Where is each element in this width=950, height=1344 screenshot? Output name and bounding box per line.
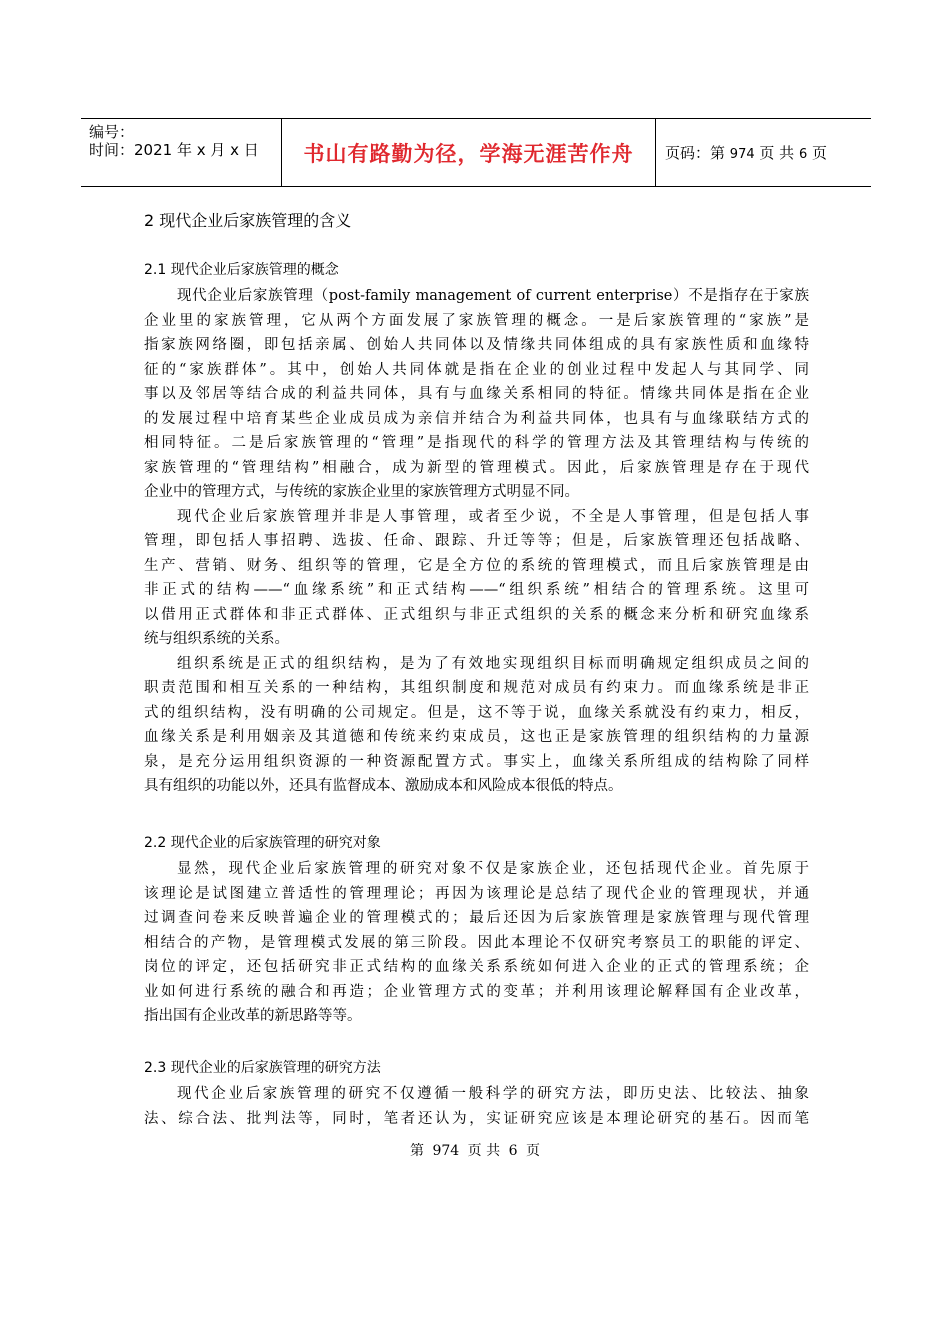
text-line: 以借用正式群体和非正式群体、正式组织与非正式组织的关系的概念来分析和研究血缘系	[144, 606, 809, 623]
text-line: 指出国有企业改革的新思路等等。	[144, 1008, 362, 1024]
text-line: 显然，现代企业后家族管理的研究对象不仅是家族企业，还包括现代企业。首先原于	[177, 861, 809, 877]
text-line: 式的组织结构，没有明确的公司规定。但是，这不等于说，血缘关系就没有约束力，相反，	[144, 704, 809, 721]
text-line: 征的“家族群体”。其中，创始人共同体就是指在企业的创业过程中发起人与其同学、同	[144, 361, 809, 378]
text-line: 统与组织系统的关系。	[144, 631, 289, 647]
document-number-label: 编号：	[89, 123, 135, 141]
text-line: 的发展过程中培育某些企业成员成为亲信并结合为利益共同体，也具有与血缘联结方式的	[144, 410, 809, 427]
text-line: 事以及邻居等结合成的利益共同体，具有与血缘关系相同的特征。情缘共同体是指在企业	[144, 386, 809, 402]
text-line: 现代企业后家族管理并非是人事管理，或者至少说，不全是人事管理，但是包括人事	[177, 508, 809, 525]
section-title: 2 现代企业后家族管理的含义	[144, 211, 352, 230]
page-code-prefix: 页码：第	[665, 144, 726, 162]
text-line: 业如何进行系统的融合和再造；企业管理方式的变革；并利用该理论解释国有企业改革，	[144, 983, 809, 1000]
text-line: 企业里的家族管理，它从两个方面发展了家族管理的概念。一是后家族管理的“家族”是	[144, 312, 809, 329]
text-line: 现代企业后家族管理的研究不仅遵循一般科学的研究方法，即历史法、比较法、抽象	[177, 1086, 809, 1102]
text-line: 相同特征。二是后家族管理的“管理”是指现代的科学的管理方法及其管理结构与传统的	[144, 435, 809, 451]
text-line: 生产、营销、财务、组织等的管理，它是全方位的系统的管理模式，而且后家族管理是由	[144, 557, 809, 574]
subsection-2-3	[144, 1058, 809, 1131]
text-line: 法、综合法、批判法等，同时，笔者还认为，实证研究应该是本理论研究的基石。因而笔	[144, 1110, 809, 1127]
footer-page-number: 974	[432, 1143, 460, 1159]
page-footer	[0, 1140, 950, 1160]
footer-mid: 页 共	[467, 1143, 501, 1159]
paragraph	[144, 857, 809, 1029]
subsection-2-1	[144, 260, 809, 799]
page-header	[81, 118, 871, 187]
header-page-code	[665, 142, 827, 163]
text-line: 过调查问卷来反映普遍企业的管理模式的；最后还因为后家族管理是家族管理与现代管理	[144, 910, 809, 926]
text-line: 该理论是试图建立普适性的管理理论；再因为该理论是总结了现代企业的管理现状，并通	[144, 885, 809, 902]
text-line: 非正式的结构——“血缘系统”和正式结构——“组织系统”相结合的管理系统。这里可	[144, 582, 809, 598]
text-line: 具有组织的功能以外，还具有监督成本、激励成本和风险成本很低的特点。	[144, 778, 623, 794]
page-code-number: 974	[729, 147, 755, 162]
text-line: 现代企业后家族管理（post-family management of current enterprise）不是指存在于家族	[177, 288, 809, 304]
text-line: 血缘关系是利用姻亲及其道德和传统来约束成员，这也正是家族管理的组织结构的力量源	[144, 729, 809, 745]
header-motto-cell	[281, 119, 656, 186]
page-code-suffix: 页	[812, 144, 828, 162]
header-motto: 书山有路勤为径，学海无涯苦作舟	[303, 141, 634, 166]
text-line: 家族管理的“管理结构”相融合，成为新型的管理模式。因此，后家族管理是存在于现代	[144, 459, 809, 476]
document-time-label: 时间：2021 年 x 月 x 日	[89, 141, 259, 159]
text-line: 泉，是充分运用组织资源的一种资源配置方式。事实上，血缘关系所组成的结构除了同样	[144, 753, 809, 770]
header-meta-cell	[81, 119, 281, 186]
text-line: 指家族网络圈，即包括亲属、创始人共同体以及情缘共同体组成的具有家族性质和血缘特	[144, 337, 809, 353]
subsection-title: 2.3 现代企业的后家族管理的研究方法	[144, 1060, 381, 1076]
footer-suffix: 页	[525, 1143, 540, 1159]
text-line: 组织系统是正式的组织结构，是为了有效地实现组织目标而明确规定组织成员之间的	[177, 655, 809, 672]
subsection-title: 2.2 现代企业的后家族管理的研究对象	[144, 835, 381, 851]
text-line: 职责范围和相互关系的一种结构，其组织制度和规范对成员有约束力。而血缘系统是非正	[144, 680, 809, 696]
text-line: 管理，即包括人事招聘、选拔、任命、跟踪、升迁等等；但是，后家族管理还包括战略、	[144, 533, 809, 549]
subsection-title: 2.1 现代企业后家族管理的概念	[144, 262, 339, 278]
paragraph	[144, 284, 809, 505]
page-code-total: 6	[798, 147, 808, 162]
footer-prefix: 第	[410, 1143, 425, 1159]
page-code-mid: 页 共	[759, 144, 795, 162]
section-title-block	[144, 210, 809, 232]
text-line: 企业中的管理方式，与传统的家族企业里的家族管理方式明显不同。	[144, 484, 579, 500]
paragraph	[144, 1082, 809, 1131]
footer-total-pages: 6	[508, 1143, 518, 1159]
text-line: 岗位的评定，还包括研究非正式结构的血缘关系系统如何进入企业的正式的管理系统；企	[144, 959, 809, 975]
subsection-2-2	[144, 833, 809, 1029]
text-line: 相结合的产物，是管理模式发展的第三阶段。因此本理论不仅研究考察员工的职能的评定、	[144, 934, 809, 951]
header-page-code-cell	[655, 119, 871, 186]
paragraph	[144, 505, 809, 652]
paragraph	[144, 652, 809, 799]
